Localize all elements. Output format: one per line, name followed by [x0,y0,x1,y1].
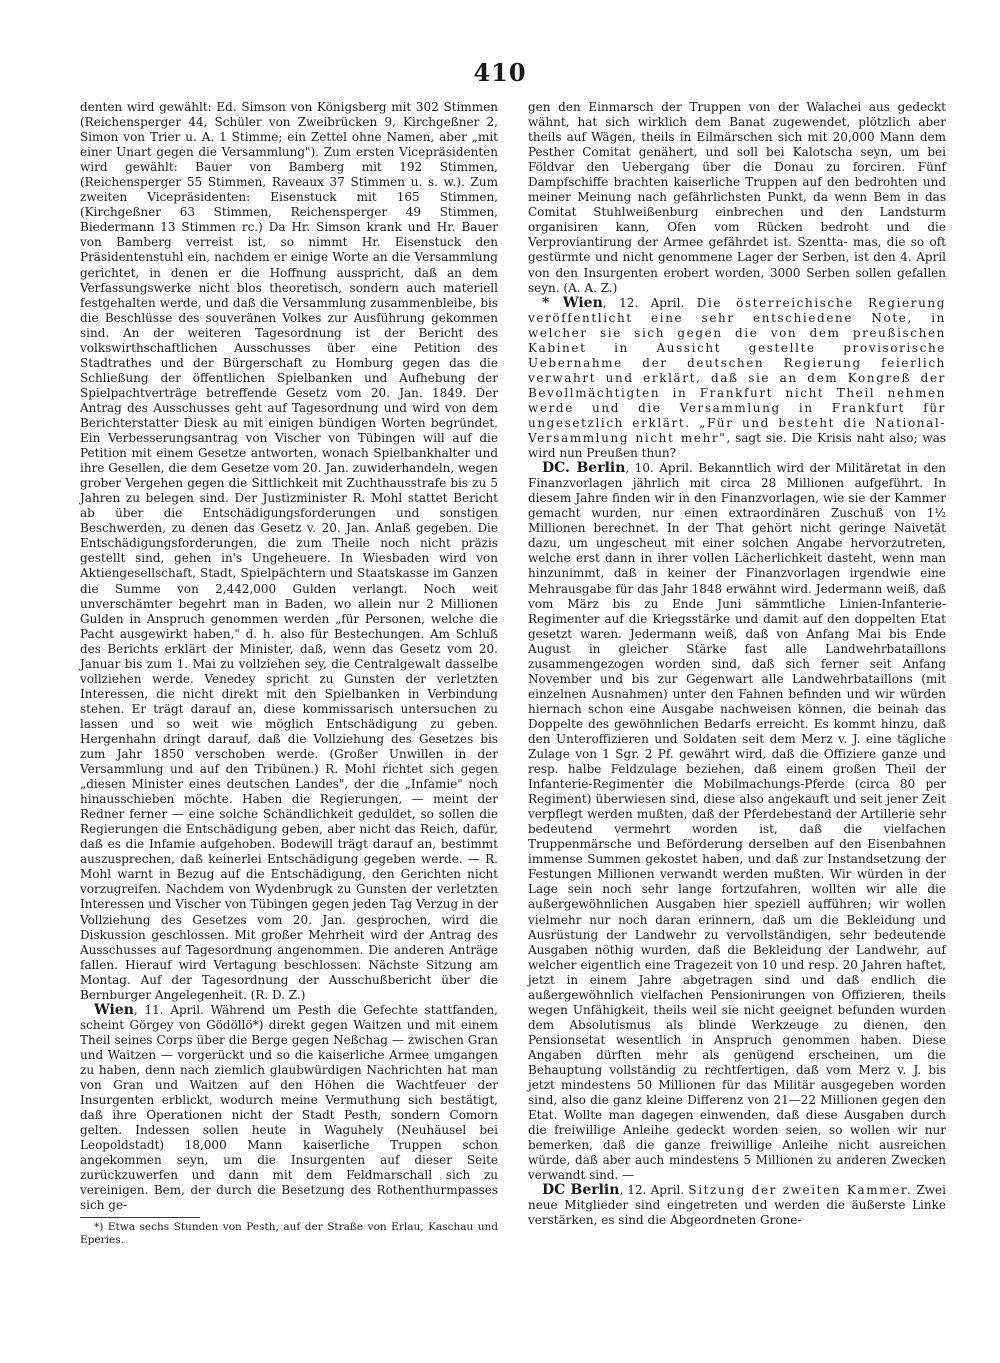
dateline: DC. Berlin [542,460,626,477]
article-text: gen den Einmarsch der Truppen von der Walachei aus gedeckt wähnt, hat sich wirklich dem Banat zugewendet, plötzlich aber theils auf Wägen, theils in Eilmärschen sich mit 20,000 Mann dem Pesther Comitat genähert, und soll bei Kalotscha seyn, um bei Földvar den Uebergang über die Donau zu forciren. Fünf Dampfschiffe brachten kaiserliche Truppen auf den bedrohten und meiner Meinung nach gefährlichsten Punkt, da wenn Bem in das Comitat Stuhlweißenburg einbrechen und den Landsturm organisiren kann, Ofen vom Rücken bedroht und die Verproviantirung der Armee gefährdet ist. Szentta- mas, die so oft gestürmte und nicht genommene Lager der Serben, ist den 4. April von den Insurgenten erobert worden, 3000 Serben sollen gefallen seyn. [528,100,946,295]
article-wien-12-april [528,296,946,462]
article-date: , 12. April. [619,1183,685,1198]
page-number: 410 [473,58,527,87]
article-text: denten wird gewählt: Ed. Simson von Königsberg mit 302 Stimmen (Reichensperger 44, Schüler von Zweibrücken 9, Kirchgeßner 2, Simon von Trier u. A. 1 Stimme; ein Zettel ohne Namen, aber „mit einer Unart gegen die Versammlung"). Zum ersten Vicepräsidenten wird gewählt: Bauer von Bamberg mit 192 Stimmen, (Reichensperger 55 Stimmen, Raveaux 37 Stimmen u. s. w.). Zum zweiten Vicepräsidenten: Eisenstuck mit 165 Stimmen, (Kirchgeßner 63 Stimmen, Reichensperger 49 Stimmen, Biedermann 13 Stimmen rc.) Da Hr. Simson krank und Hr. Bauer von Bamberg verreist ist, so nimmt Hr. Eisenstuck den Präsidentenstuhl ein, nachdem er einige Worte an die Versammlung gerichtet, in denen er die Hoffnung ausspricht, daß an dem Verfassungswerke nicht blos theoretisch, sondern auch materiell festgehalten werde, und daß die Versammlung zusammenbleibe, bis die Beschlüsse des souveränen Volkes zur Ausführung gekommen sind. An der weiteren Tagesordnung ist der Bericht des volkswirthschaftlichen Ausschusses über eine Petition des Stadtrathes und der Bürgerschaft zu Homburg gegen das die Schließung der öffentlichen Spielbanken und Aufhebung der Spielpachtverträge betreffende Gesetz vom 20. Jan. 1849. Der Antrag des Ausschusses geht auf Tagesordnung und wird von dem Berichterstatter Diesk au mit einigen bündigen Worten begründet. Ein Verbesserungsantrag von Vischer von Tübingen will auf die Petition mit einem Gesetze antworten, wonach Spielbankhalter und ihre Gesellen, die dem Gesetze vom 20. Jan. zuwiderhandeln, wegen grober Vergehen gegen die Sittlichkeit mit Zuchthausstrafe bis zu 5 Jahren zu belegen sind. Der Justizminister R. Mohl stattet Bericht ab über die Entschädigungsforderungen und sonstigen Beschwerden, zu denen das Gesetz v. 20. Jan. Anlaß gegeben. Die Entschädigungsforderungen, die zum Theile noch nicht präzis gestellt sind, gehen in's Ungeheuere. In Wiesbaden wird von Aktiengesellschaft, Stadt, Spielpächtern und Staatskasse im Ganzen die Summe von 2,442,000 Gulden verlangt. Noch weit unverschämter begehrt man in Baden, wo allein nur 2 Millionen Gulden in Anspruch genommen werden „für Personen, welche die Pacht ausgewirkt haben," d. h. also für Bestechungen. Am Schluß des Berichts erklärt der Minister, daß, wenn das Gesetz vom 20. Januar bis zum 1. Mai zu vollziehen sey, die Centralgewalt dasselbe vollziehen werde. Venedey spricht zu Gunsten der verletzten Interessen, die nicht direkt mit den Spielbanken in Verbindung stehen. Er trägt darauf an, diese kommissarisch untersuchen zu lassen und so weit wie möglich Entschädigung zu geben. Hergenhahn dringt darauf, daß die Vollziehung des Gesetzes bis zum Jahr 1850 verschoben werde. (Großer Unwillen in der Versammlung und auf den Tribünen.) R. Mohl richtet sich gegen „diesen Minister eines deutschen Landes", der die „Infamie" noch hinausschieben möchte. Haben die Regierungen, — meint der Redner ferner — eine solche Schändlichkeit geduldet, so sollen die Regierungen die Entschädigung geben, aber nicht das Reich, dafür, daß es die Infamie aufgehoben. Bodewill trägt darauf an, bestimmt auszusprechen, daß keinerlei Entschädigung gegeben werde. — R. Mohl warnt in Bezug auf die Entschädigung, den Gerichten nicht vorzugreifen. Nachdem von Wydenbrugk zu Gunsten der verletzten Interessen und Vischer von Tübingen gegen jeden Tag Verzug in der Vollziehung des Gesetzes vom 20. Jan. gesprochen, wird die Diskussion geschlossen. Mit großer Mehrheit wird der Antrag des Ausschusses auf Tagesordnung angenommen. Die anderen Anträge fallen. Hierauf wird Vertagung beschlossen. Nächste Sitzung am Montag. Auf der Tagesordnung der Ausschußbericht über die Bernburger Angelegenheit. [80,100,498,1002]
footnote: *) Etwa sechs Stunden von Pesth, auf der Straße von Erlau, Kaschau und Eperies. [80,1221,498,1247]
article-frankfurt-assembly [80,100,498,1003]
right-column [528,100,946,1229]
article-wien-11-april [80,1003,498,1214]
article-text: , 11. April. Während um Pesth die Gefechte stattfanden, scheint Görgey von Gödöllö*) direkt gegen Waitzen und mit einem Theil seines Corps über die Berge gegen Neßchag — zwischen Gran und Waitzen — vorgerückt und so die kaiserliche Armee umgangen zu haben, denn nach ziemlich glaubwürdigen Nachrichten hat man von Gran und Waitzen auf den Höhen die Wachtfeuer der Insurgenten erblickt, wodurch meine Vermuthung sich bestätigt, daß ihre Operationen nicht der Stadt Pesth, sondern Comorn gelten. Indessen sollen heute in Waguhely (Neuhäusel bei Leopoldstadt) 18,000 Mann kaiserliche Truppen schon angekommen seyn, um die Insurgenten auf dieser Seite zurückzuwerfen und dann mit dem Feldmarschall sich zu vereinigen. Bem, der durch die Besetzung des Rothenthurmpasses sich ge- [80,1002,498,1213]
article-berlin-10-april [528,461,946,1183]
article-text: , sagt sie. Die Krisis naht also; was wird nun Preußen thun? [528,431,947,461]
article-spaced-text: Die österreichische Regierung veröffentlicht eine sehr entschiedene Note, in welcher sie sich gegen die von dem preußischen Kabinet in Aussicht gestellte provisorische Uebernahme der deutschen Regierung feierlich verwahrt und erklärt, daß sie an dem Kongreß der Bevollmächtigten in Frankfurt nicht Theil nehmen werde und die Versammlung in Frankfurt für ungesetzlich erklärt. „Für und besteht die National-Versammlung nicht mehr" [528,295,947,446]
dateline: DC Berlin [542,1182,620,1199]
article-text: Zwei neue Mitglieder sind eingetreten und werden die äußerste Linke verstärken, es sind die Abgeordneten Grone- [528,1183,946,1228]
source-signature: (R. D. Z.) [250,987,306,1002]
dateline: * Wien [542,294,603,311]
article-date: , 12. April. [602,295,685,310]
source-signature: (A. A. Z.) [563,280,618,295]
article-text: , 10. April. Bekanntlich wird der Militäretat in den Finanzvorlagen jährlich mit circa 28 Millionen aufgeführt. In diesem Jahre finden wir in den Finanzvorlagen, wie sie der Kammer gemacht wurden, nur einen extraordinären Zuschuß von 1½ Millionen berechnet. In der That gehört nicht geringe Naivetät dazu, um ungescheut mit einer solchen Angabe hervorzutreten, welche erst dann in ihrer vollen Lächerlichkeit dasteht, wenn man hinzunimmt, daß in keiner der Finanzvorlagen irgendwie eine Mehrausgabe für das Jahr 1848 erwähnt wird. Jedermann weiß, daß vom März bis zu Ende Juni sämmtliche Linien-Infanterie-Regimenter auf die Kriegsstärke und damit auf den doppelten Etat gesetzt waren. Jedermann weiß, daß von Anfang Mai bis Ende August in gleicher Stärke fast alle Landwehrbataillons zusammengezogen worden sind, daß sich ferner seit Anfang November und bis zur Gegenwart alle Landwehrbataillons (mit einzelnen Ausnahmen) unter den Fahnen befinden und wir würden hiernach schon eine Ausgabe nachweisen können, die beinah das Doppelte des gewöhnlichen Bedarfs erreicht. Es kommt hinzu, daß den Unteroffizieren und Soldaten seit dem Merz v. J. eine tägliche Zulage von 1 Sgr. 2 Pf. gewährt wird, daß die Offiziere ganze und resp. halbe Feldzulage beziehen, daß einem großen Theil der Infanterie-Regimenter die Mobilmachungs-Pferde (circa 80 per Regiment) überwiesen sind, diese also angekauft und seit jener Zeit verpflegt werden mußten, daß der Pferdebestand der Artillerie sehr bedeutend vermehrt worden ist, daß die vielfachen Truppenmärsche und Beförderung derselben auf den Eisenbahnen immense Summen gekostet haben, und daß zur Instandsetzung der Festungen Millionen verwandt werden mußten. Wir würden in der Lage sein noch sehr lange fortzufahren, wollten wir alle die außergewöhnlichen Ausgaben hier speziell aufführen; wir wollen vielmehr nur noch daran erinnern, daß um die Bekleidung und Ausrüstung der Landwehr zu vervollständigen, sehr bedeutende Ausgaben nöthig wurden, daß die Bekleidung der Landwehr, auf welcher eigentlich eine Tragezeit von 10 und resp. 20 Jahren haftet, jetzt in einem Jahre abgetragen sind und daß endlich die außergewöhnlich vielfachen Pensionirungen von Offizieren, theils wegen Unfähigkeit, theils weil sie nicht geeignet befunden wurden dem Absolutismus als blinde Werkzeuge zu dienen, den Pensionsetat wesentlich in Anspruch genommen haben. Diese Angaben dürften mehr als genügend erscheinen, um die Behauptung vollständig zu rechtfertigen, daß vom Merz v. J. bis jetzt mindestens 50 Millionen für das Militär ausgegeben worden sind, also die ganz kleine Differenz von 21—22 Millionen gegen den Etat. Wollte man dagegen einwenden, daß diese Ausgaben durch die freiwillige Anleihe gedeckt worden seien, so wollen wir nur bemerken, daß die ganze freiwillige Anleihe nicht ausreichen würde, daß aber auch mindestens 5 Millionen zu anderen Zwecken verwandt sind. — [528,461,947,1183]
article-berlin-12-april [528,1183,946,1228]
article-continuation-bem [528,100,946,296]
article-spaced-text: Sitzung der zweiten Kammer. [688,1183,913,1198]
footnote-rule [80,1217,200,1218]
left-column [80,100,498,1247]
dateline: Wien [94,1001,134,1018]
